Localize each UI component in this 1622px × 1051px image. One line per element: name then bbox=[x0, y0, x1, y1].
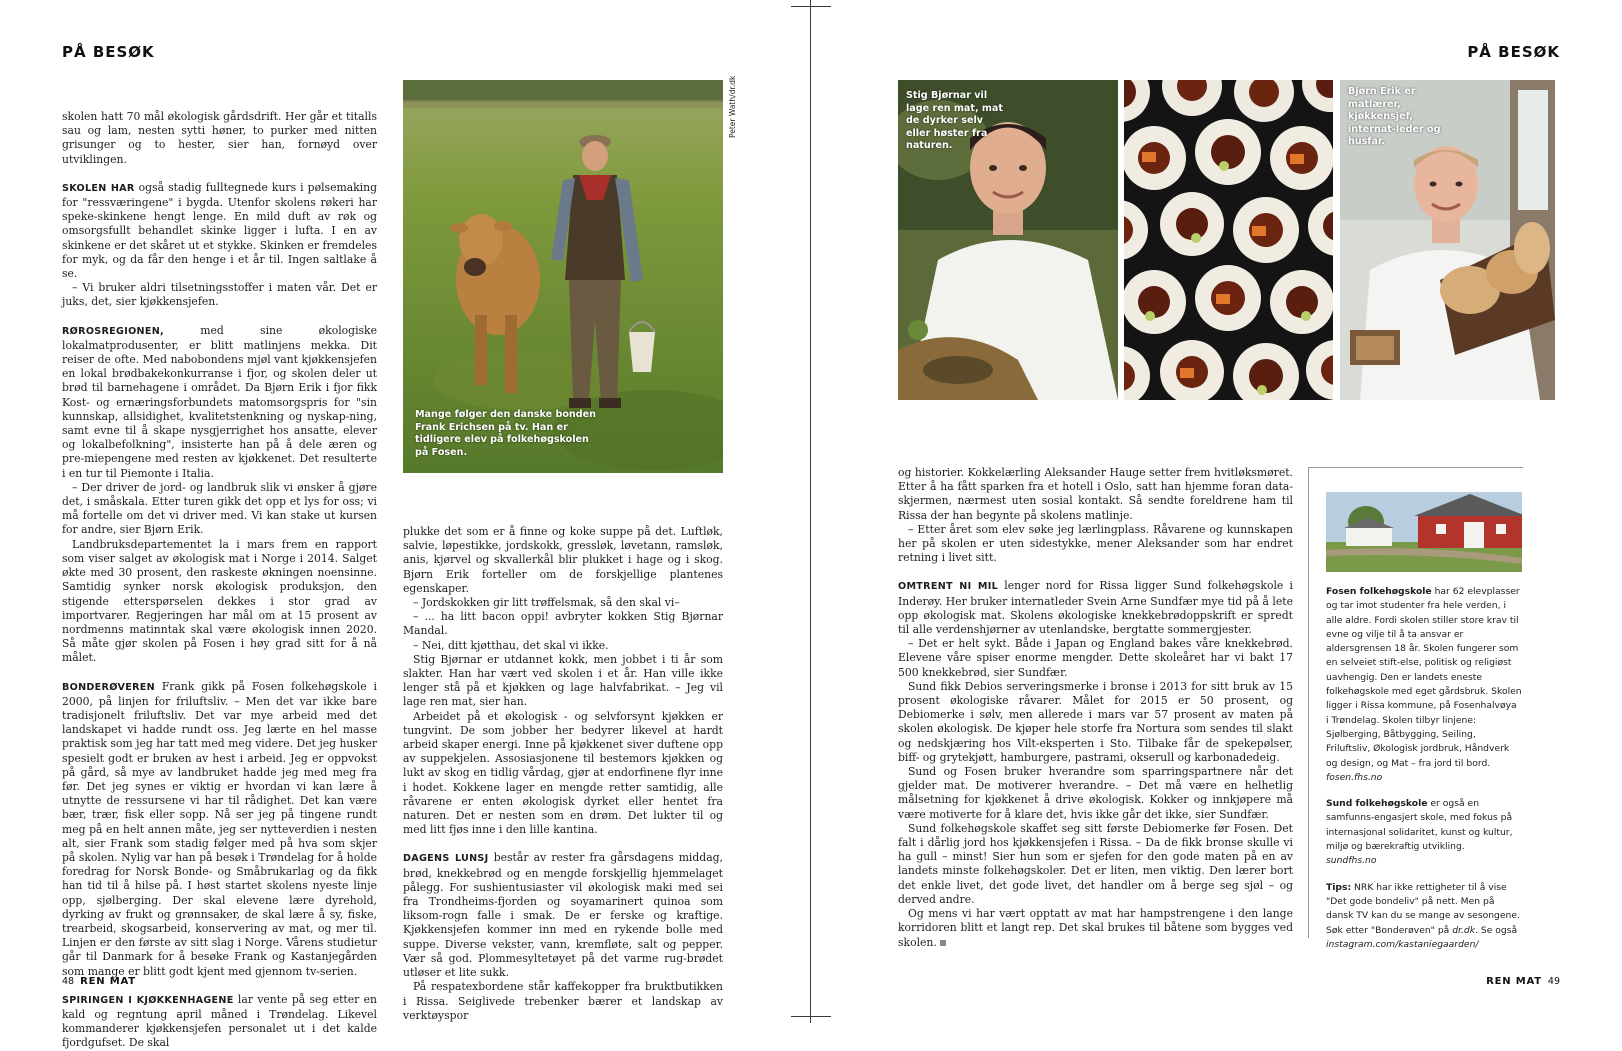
lead-in: SKOLEN HAR bbox=[62, 182, 135, 194]
paragraph: skolen hatt 70 mål økologisk gårdsdrift. Her går et titalls sau og lam, nesten sytti høner, to purker med nitten grisunger og to hester, sier han, fornøyd over utviklingen. bbox=[62, 110, 377, 166]
paragraph: og historier. Kokkelærling Aleksander Hauge setter frem hvitløksmøret. Etter å ha fått sparken fra et hotell i Oslo, satt han hjemme foran data-skjermen, nærmest uten sosial kontakt. Så sendte foreldrene ham til Rissa der han begynte på skolens matlinje. bbox=[898, 466, 1293, 522]
paragraph: Stig Bjørnar er utdannet kokk, men jobbet i ti år som slakter. Han har vært ved skolen i et år. Han ville ikke lenger stå på et kjøkken og lage halvfabrikat. – Jeg vil lage ren mat, sier han. bbox=[403, 652, 723, 709]
lead-in: SPIRINGEN I KJØKKENHAGENE bbox=[62, 994, 234, 1006]
fact-tips-label: Tips: bbox=[1326, 881, 1352, 893]
lead-in: RØROSREGIONEN, bbox=[62, 325, 164, 337]
paragraph: Sund folkehøgskole skaffet seg sitt første Debiomerke før Fosen. Det falt i dårlig jord hos kjøkkensjefen i Rissa. – Da de fikk bronse skulle vi ha gull – minst! Sier hun som er sjefen for den gode maten på en av landets minste folkehøgskoler. Det er liten, men viktig. Den lærer bort det enkle livet, det gode livet, det handler om å berge seg sjøl – og derved andre. bbox=[898, 821, 1293, 906]
paragraph: SKOLEN HAR også stadig fulltegnede kurs i pølsemaking for "ressværingene" i bygda. Utenfor skolens røkeri har speke-skinkene hengt lenge. En mild duft av røk og omsorgsfullt behandlet skinke ligger i lufta. I en av skinkene er det skåret ut et stykke. Skinken er fremdeles for myk, og da får den henge i et år til. Ingen saltlake å se. bbox=[62, 180, 377, 281]
paragraph: – Nei, ditt kjøtthau, det skal vi ikke. bbox=[413, 638, 609, 652]
crop-mark-bottom bbox=[791, 1016, 831, 1017]
fact-sund: Sund folkehøgskole er også en samfunns-engasjert skole, med fokus på internasjonal solidaritet, kunst og kultur, miljø og bærekraftig utvikling. sundfhs.no bbox=[1326, 798, 1513, 867]
magazine-name-left: REN MAT bbox=[80, 976, 136, 987]
paragraph: Arbeidet på et økologisk - og selvforsynt kjøkken er tungvint. De som jobber her bedyrer likevel at hardt arbeid skaper energi. Inne på kjøkkenet siver duftene opp av suppekjelen. Assosiasjonene til bestemors kjøkken og lukt av skog en tidlig vårdag, gjør at endorfinene flyr inne i hodet. Kokkene lager en mengde retter samtidig, alle råvarene er enten økologisk dyrket eller hentet fra naturen. Det er nesten som en drøm. Det lukter til og med litt fjøs inne i den lille kantina. bbox=[403, 709, 723, 837]
paragraph: SPIRINGEN I KJØKKENHAGENE lar vente på seg etter en kald og regntung april måned i Trøndelag. Likevel kommanderer kjøkkensjefen personalet ut i det kalde fjordgufset. De skal bbox=[62, 992, 377, 1050]
section-header-left: PÅ BESØK bbox=[62, 43, 155, 61]
footer-right bbox=[1486, 976, 1560, 987]
chef-bjorn-erik-photo bbox=[1340, 80, 1555, 400]
chef-stig-caption: Stig Bjørnar vil lage ren mat, mat de dyrker selv eller høster fra naturen. bbox=[906, 90, 1003, 152]
paragraph: RØROSREGIONEN, med sine økologiske lokalmatprodusenter, er blitt matlinjens mekka. Dit reiser de ofte. Med nabobondens mjøl vant kjøkkensjefen en lokal brødbakekonkurranse i fjor, og skolen deler ut brød til barnehagene i området. Da Bjørn Erik i fjor fikk Kost- og ernæringsforbundets matomsorgspris for "sin kunnskap, allsidighet, kvalitetstenkning og nyskap-ning, samt evne til å skape nysgjerrighet hos ansatte, elever og lokalbefolkning", insisterte han på å dele æren og pre-miepengene med resten av kjøkkenet. Det resulterte i en tur til Piemonte i Italia. bbox=[62, 323, 377, 480]
fact-fosen: Fosen folkehøgskole har 62 elevplasser og tar imot studenter fra hele verden, i alle aldre. Fordi skolen stiller store krav til evne og vilje til å ta ansvar er aldersgrensen 18 år. Skolen fungerer som en selveiet stift-else, politisk og religiøst uavhengig. Den er landets eneste folkehøgskole med eget gårdsbruk. Skolen ligger i Rissa kommune, på Fosenhalvøya i Trøndelag. Skolen tilbyr linjene: Sjølberging, Båtbygging, Seiling, Friluftsliv, Økologisk jordbruk, Håndverk og design, og Mat – fra jord til bord. fosen.fhs.no bbox=[1326, 586, 1522, 783]
page-number-left: 48 bbox=[62, 976, 75, 987]
section-header-right: PÅ BESØK bbox=[1467, 43, 1560, 61]
end-mark-icon bbox=[940, 940, 946, 946]
article-column-2 bbox=[403, 525, 723, 1023]
fact-tips-site[interactable]: dr.dk bbox=[1452, 924, 1476, 936]
paragraph: På respatexbordene står kaffekopper fra bruktbutikken i Rissa. Seiglivede trebenker bærer et landskap av verktøyspor bbox=[403, 980, 723, 1022]
paragraph: – Det er helt sykt. Både i Japan og England bakes våre knekkebrød. Elevene våre spiser enorme mengder. Dette skoleåret har vi bakt 17 500 knekkebrød, sier Sundfær. bbox=[898, 637, 1293, 679]
paragraph: DAGENS LUNSJ består av rester fra gårsdagens middag, brød, knekkebrød og en mengde forskjellig hjemmelaget pålegg. For sushientusiaster vil økologisk maki med sei fra Trondheims-fjorden og soyamarinert quinoa som liksom-rogn falle i smak. De er ferske og kraftige. Kjøkkensjefen kommer inn med en rykende bolle med suppe. Diverse vekster, vann, kremfløte, salt og pepper. Vær så god. Plommesyltetøyet på det varme rug-brødet utløser et lite sukk. bbox=[403, 851, 723, 980]
paragraph: – ... ha litt bacon oppi! avbryter kokken Stig Bjørnar Mandal. bbox=[403, 610, 723, 638]
fact-sund-name: Sund folkehøgskole bbox=[1326, 798, 1428, 810]
crop-mark-top bbox=[791, 6, 831, 7]
photo-credit: Peter Wath/dr.dk bbox=[728, 75, 737, 138]
fact-sund-url[interactable]: sundfhs.no bbox=[1326, 855, 1377, 867]
school-farm-photo bbox=[1326, 492, 1522, 572]
paragraph: – Etter året som elev søke jeg lærlingplass. Råvarene og kunnskapen her på skolen er uten sidestykke, mener Aleksander som har endret retning i livet sitt. bbox=[898, 522, 1293, 565]
fact-fosen-url[interactable]: fosen.fhs.no bbox=[1326, 771, 1383, 783]
paragraph: Og mens vi har vært opptatt av mat har hampstrengene i den lange korridoren blitt et langt rep. Det skal brukes til båtene som bygges ved skolen. bbox=[898, 907, 1293, 949]
sushi-photo bbox=[1124, 80, 1333, 400]
chef-bjorn-erik-caption: Bjørn Erik er matlærer, kjøkkensjef, internat-leder og husfar. bbox=[1348, 86, 1441, 148]
paragraph: plukke det som er å finne og koke suppe på det. Luftløk, salvie, løpestikke, jordskokk, gressløk, løvetann, ramsløk, anis, kjørvel og skvallerkål blir plukket i hage og i skog. Bjørn Erik forteller om de forskjellige plantenes egenskaper. bbox=[403, 525, 723, 595]
paragraph: Landbruksdepartementet la i mars frem en rapport som viser salget av økologisk mat i Norge i 2014. Salget økte med 30 prosent, den raskeste økningen noensinne. Samtidig synker norsk økologisk produksjon, den stigende etterspørselen dekkes i stor grad av importvarer. Regjeringen har mål om at 15 prosent av nordmenns matinntak skal være økologisk innen 2020. Så måte gjør skolen på Fosen i høy grad sitt for å nå målet. bbox=[62, 537, 377, 665]
paragraph: – Jordskokken gir litt trøffelsmak, så den skal vi– bbox=[413, 596, 680, 610]
lead-in: DAGENS LUNSJ bbox=[403, 853, 489, 865]
fact-box-text bbox=[1326, 585, 1522, 964]
footer-left bbox=[62, 976, 136, 987]
paragraph: Sund fikk Debios serveringsmerke i bronse i 2013 for sitt bruk av 15 prosent økologiske råvarer. Målet for 2015 er 50 prosent, og Debiomerke i sølv, men allerede i mars var 57 prosent av maten på skolen økologisk. De kjøper hele storfe fra Nortura som sendes til slakt og nedskjæring hos Vilt-eksperten i Sto. Tilbake får de spekepølser, biff- og grytekjøtt, hamburgere, pastrami, okserull og karbonadedeig. bbox=[898, 679, 1293, 764]
chef-stig-photo bbox=[898, 80, 1118, 400]
fact-tips-instagram[interactable]: instagram.com/kastaniegaarden/ bbox=[1326, 938, 1479, 950]
magazine-name-right: REN MAT bbox=[1486, 976, 1542, 987]
paragraph: Sund og Fosen bruker hverandre som sparringspartnere når det gjelder mat. De motiverer hverandre. – Det må være en helhetlig målsetning for kjøkkenet å drive økologisk. Kokker og innkjøpere må være motiverte for å klare det, hvis ikke går det ikke, sier Sundfær. bbox=[898, 765, 1293, 821]
fact-tips: Tips: NRK har ikke rettigheter til å vise "Det gode bondeliv" på nett. Men på dansk TV kan du se mange av sesongene. Søk etter "Bonderøven" på dr.dk. Se også instagram.com/kastaniegaarden/ bbox=[1326, 881, 1520, 950]
article-column-1 bbox=[62, 110, 377, 1051]
paragraph: BONDERØVEREN Frank gikk på Fosen folkehøgskole i 2000, på linjen for friluftsliv. – Men det var ikke bare tradisjonelt friluftsliv. Det var mye arbeid med det landskapet vi hadde rundt oss. Jeg lærte en hel masse praktisk som jeg har tatt med meg videre. Det jeg husker spesielt godt er bruken av hest i arbeid. Jeg er oppvokst på gård, så mye av landbruket hadde jeg med meg fra før. Det jeg synes er viktig er hvordan vi kan lære å utnytte de ressursene vi har til rådighet. Det kan være bær, trær, fisk eller sopp. Nå ser jeg på tingene rundt meg på en helt annen måte, jeg ser nytteverdien i nesten alt, sier Frank som stadig følger med på hva som skjer på skolen. Nylig var han på besøk i Trøndelag for å holde foredrag for Norsk Bonde- og Småbrukarlag og da fikk han tid til å hilse på. I høst startet skolens nyeste linje opp, sjølberging. Der skal elevene lære dyrehold, dyrking av frukt og grønnsaker, de skal lære å sy, fiske, trearbeid, skogsarbeid, konservering av mat, og mer til. Linjen er den første av sitt slag i Norge. Vårens studietur går til Danmark for å besøke Frank og Kastanjegården som mange er blitt godt kjent med gjennom tv-serien. bbox=[62, 679, 377, 978]
page-gutter bbox=[810, 0, 811, 1023]
paragraph: – Vi bruker aldri tilsetningsstoffer i maten vår. Det er juks, det, sier kjøkkensjefen. bbox=[62, 281, 377, 309]
paragraph: OMTRENT NI MIL lenger nord for Rissa ligger Sund folkehøgskole i Inderøy. Her bruker internatleder Svein Arne Sundfær mye tid på å lete opp økologisk mat. Skolens økologiske knekkebrødoppskrift er spredt til alle verdenshjørner av utenlandske, bergtatte sommergjester. bbox=[898, 579, 1293, 637]
lead-in: OMTRENT NI MIL bbox=[898, 581, 999, 593]
lead-in: BONDERØVEREN bbox=[62, 681, 155, 693]
article-column-3 bbox=[898, 466, 1293, 950]
farmer-with-cow-photo bbox=[403, 80, 723, 473]
fact-box bbox=[1308, 467, 1523, 950]
paragraph: – Der driver de jord- og landbruk slik vi ønsker å gjøre det, i småskala. Etter turen gikk det opp et lys for oss; vi må fortelle om det vi driver med. Vi kan stake ut kursen for andre, sier Bjørn Erik. bbox=[62, 480, 377, 537]
page-number-right: 49 bbox=[1547, 976, 1560, 987]
fact-fosen-name: Fosen folkehøgskole bbox=[1326, 586, 1432, 597]
farmer-photo-caption: Mange følger den danske bonden Frank Erichsen på tv. Han er tidligere elev på folkehøgskolen på Fosen. bbox=[415, 409, 596, 458]
